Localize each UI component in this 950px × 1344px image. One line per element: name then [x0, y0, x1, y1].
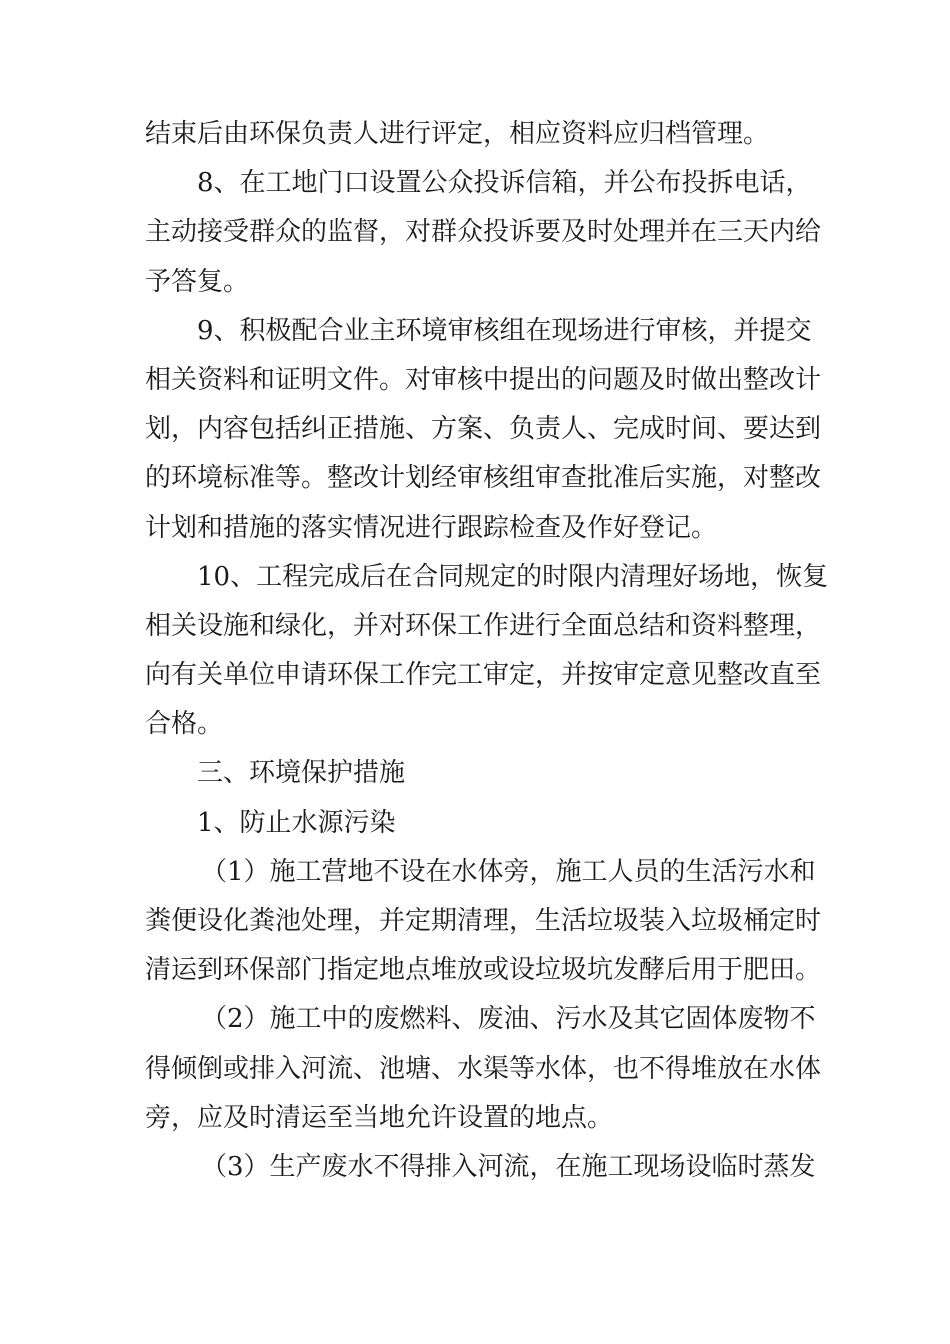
text-line: 合格。 [145, 709, 224, 740]
text-line: 的环境标准等。整改计划经审核组审查批准后实施，对整改 [145, 463, 822, 494]
text-line: （1）施工营地不设在水体旁，施工人员的生活污水和 [201, 856, 816, 887]
text-line: 计划和措施的落实情况进行跟踪检查及作好登记。 [145, 512, 718, 543]
text-line: （3）生产废水不得排入河流，在施工现场设临时蒸发 [201, 1151, 816, 1182]
text-line: 向有关单位申请环保工作完工审定，并按审定意见整改直至 [145, 660, 822, 691]
text-line: 予答复。 [145, 266, 250, 297]
text-line: （2）施工中的废燃料、废油、污水及其它固体废物不 [201, 1004, 816, 1035]
text-line: 相关资料和证明文件。对审核中提出的问题及时做出整改计 [145, 364, 822, 395]
text-line: 相关设施和绿化，并对环保工作进行全面总结和资料整理， [145, 610, 822, 641]
subsection-heading: 1、防止水源污染 [197, 807, 396, 838]
text-line: 8、在工地门口设置公众投诉信箱，并公布投拆电话， [197, 168, 812, 199]
text-line: 得倾倒或排入河流、池塘、水渠等水体，也不得堆放在水体 [145, 1053, 822, 1084]
text-line: 划，内容包括纠正措施、方案、负责人、完成时间、要达到 [145, 414, 822, 445]
text-line: 清运到环保部门指定地点堆放或设垃圾坑发酵后用于肥田。 [145, 955, 822, 986]
text-line: 结束后由环保负责人进行评定，相应资料应归档管理。 [145, 119, 770, 149]
text-line: 10、工程完成后在合同规定的时限内清理好场地，恢复 [197, 561, 829, 592]
document-body [145, 110, 829, 1192]
text-line: 9、积极配合业主环境审核组在现场进行审核，并提交 [197, 315, 812, 346]
text-line: 主动接受群众的监督，对群众投诉要及时处理并在三天内给 [145, 217, 822, 248]
text-line: 粪便设化粪池处理，并定期清理，生活垃圾装入垃圾桶定时 [145, 906, 822, 936]
text-line: 旁，应及时清运至当地允许设置的地点。 [145, 1102, 614, 1133]
section-heading: 三、环境保护措施 [197, 758, 406, 789]
